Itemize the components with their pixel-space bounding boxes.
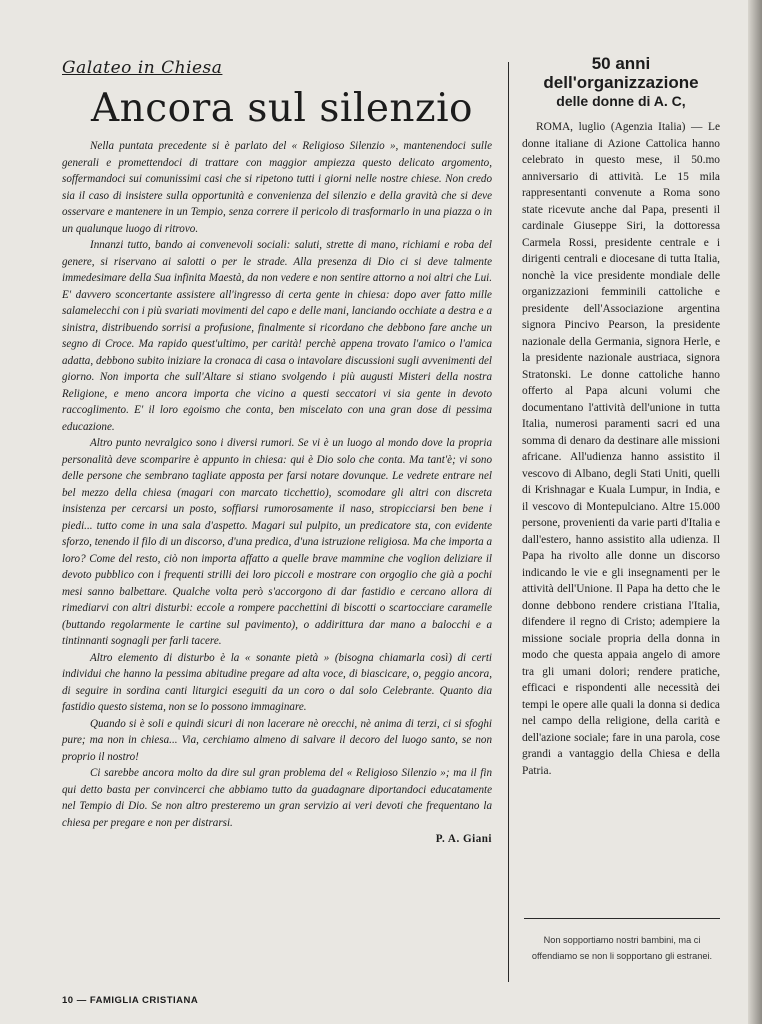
sidebar-title-line: delle donne di A. C, (556, 93, 686, 109)
article-paragraph: Ci sarebbe ancora molto da dire sul gran problema del « Religioso Silenzio »; ma il fin qui detto basta per convincerci che abbiamo tutto da guadagnare diportandoci educatamente nel Tempio di Dio. Se non altro presteremo un gran servizio ai veri devoti che frequentano la chiesa per pregare e non per distrarsi. (62, 767, 492, 829)
article-paragraph: Quando si è soli e quindi sicuri di non lacerare nè orecchi, nè anima di terzi, ci si sfoghi pure; ma non in chiesa... Via, cerchiamo almeno di salvare il decoro del luogo santo, se non proprio il nostro! (62, 717, 492, 763)
article-paragraph: Altro elemento di disturbo è la « sonante pietà » (bisogna chiamarla così) di certi individui che hanno la pessima abitudine pregare ad alta voce, di biascicare, o, peggio ancora, di seguire in sordina canti liturgici eseguiti da un coro o dal solo Celebrante. Quanto dia fastidio questo sistema, non se lo possono immaginare. (62, 651, 492, 713)
sidebar-title-line: 50 anni (591, 54, 651, 73)
sidebar-title-line: dell'organizzazione (543, 73, 699, 92)
sidebar-body: ROMA, luglio (Agenzia Italia) — Le donne italiane di Azione Cattolica hanno celebrato in questo mese, il 50.mo anniversario di attività. Le 15 mila rappresentanti convenute a Roma sono state ricevute anche dal Papa, presenti il cardinale Giuseppe Siri, la dottoressa Carmela Rossi, presidente centrale e i dirigenti centrali e diocesane di tutta Italia, nonchè la vice presidente mondiale delle organizzazioni femminili cattoliche e presidente dell'Associazione argentina signora Pincivo Pearson, la presidente nazionale della Germania, signora Herle, e la presidente nazionale austriaca, signora Stratonski. Le donne cattoliche hanno offerto al Papa alcuni volumi che documentano l'attività dell'unione in tutta Italia, numerosi paramenti sacri ed una somma di denaro da destinare alle missioni africane. All'udienza hanno assistito il vescovo di Albano, degli Stati Uniti, quelli di Krishnagar e Kuala Lumpur, in India, e il vescovo di Montepulciano. Altre 15.000 persone, provenienti da varie parti d'Italia e dall'estero, hanno assistito alla udienza. Il Papa ha rivolto alle donne un discorso indicando le vie e gli insegnamenti per le attività dell'Unione. Il Papa ha detto che le donne debbono rendere cristiana l'Italia, difendere il regno di Cristo; adempiere la missione sociale propria della donna in modo che questa appaia angelo di amore tra gli umani dolori; rendere pratiche, efficaci e rispondenti alle necessità dei tempi le opere alle quali la donna si dedica nel campo della religione, della carità e dell'azione sociale; fare in una parola, cose grandi a vantaggio della Chiesa e della Patria. (522, 121, 720, 777)
article-paragraph: Innanzi tutto, bando ai convenevoli sociali: saluti, strette di mano, richiami e roba del genere, si riservano ai salotti o per le strade. Alla presenza di Dio ci si deve talmente immedesimare della Sua infinita Maestà, da non vedere e non sentire attorno a noi altri che Lui. E' davvero sconcertante assistere all'ingresso di certa gente in chiesa: dopo aver fatto mille salamelecchi con i più svariati movimenti del capo e delle mani, lanciando occhiate a destra e a sinistra, distribuendo sorrisi a profusione, finalmente si ricordano che debbono fare anche un segno di Croce. Ma rapido quest'ultimo, per carità! perchè appena trovato l'amico o l'amica adatta, debbono subito iniziare la cronaca di casa o intavolare discussioni sugli avvenimenti del giorno. Non importa che sull'Altare si stiano svolgendo i più augusti Misteri della nostra Religione, e meno ancora importa che vicino a questi seccatori vi sia gente in devoto raccoglimento. E' il loro egoismo che conta, ben miscelato con una gran dose di pessima educazione. (62, 239, 492, 433)
page-footer: 10 — FAMIGLIA CRISTIANA (62, 995, 199, 1006)
sidebar-article (522, 54, 720, 779)
article-signature: P. A. Giani (435, 833, 492, 845)
article-paragraph: Altro punto nevralgico sono i diversi rumori. Se vi è un luogo al mondo dove la propria personalità deve scomparire è appunto in chiesa: qui è Dio solo che conta. Ma tant'è; vi sono delle persone che sembrano tagliate apposta per farsi notare dovunque. Le vedrete entrare nel bel mezzo della chiesa (magari con marcato ticchettio), scomodare gli altri con discreta insistenza per cercarsi un posto, soffiarsi rumorosamente il naso, stropicciarsi ben bene i piedi... tutto come in una sala d'aspetto. Magari sul pulpito, un predicatore sta, con evidente sforzo, tenendo il filo di un discorso, d'una predica, d'una istruzione religiosa. Ma che importa a loro? Come del resto, ciò non importa affatto a quelle brave mammine che voglion deliziare il devoto pubblico con i frequenti strilli dei loro piccoli e mostrare con orgoglio che già a pochi mesi sanno balbettare. Qualche volta però s'accorgono di dar fastidio e cercano allora di rimediarvi con altri disturbi: eccole a rompere pacchettini di biscotti o scartocciare caramelle (buttando regolarmente le cartine sul pavimento), o addirittura dar mano a balocchi e a tintinnanti sognagli per farli tacere. (62, 437, 492, 647)
article-body (62, 138, 492, 848)
sidebar-note: Non sopportiamo nostri bambini, ma ci offendiamo se non li sopportano gli estranei. (531, 935, 713, 961)
section-label: Galateo in Chiesa (62, 58, 223, 78)
note-rule (524, 918, 720, 919)
column-divider (508, 62, 509, 982)
page-edge (748, 0, 762, 1024)
article-paragraph: Nella puntata precedente si è parlato del « Religioso Silenzio », mantenendoci sulle generali e promettendoci di trattare con maggior ampiezza questo delicato argomento, soffermandoci sui comunissimi casi che si ripetono tutti i giorni nelle nostre chiese. Non credo sia il caso di insistere sulla opportunità e convenienza del silenzio e della gravità che si deve osservare e mantenere in un Tempio, senza correre il pericolo di trasformarlo in una piazza o in un qualunque luogo di ritrovo. (62, 140, 492, 235)
sidebar-title (522, 54, 720, 111)
article-title: Ancora sul silenzio (90, 86, 474, 131)
